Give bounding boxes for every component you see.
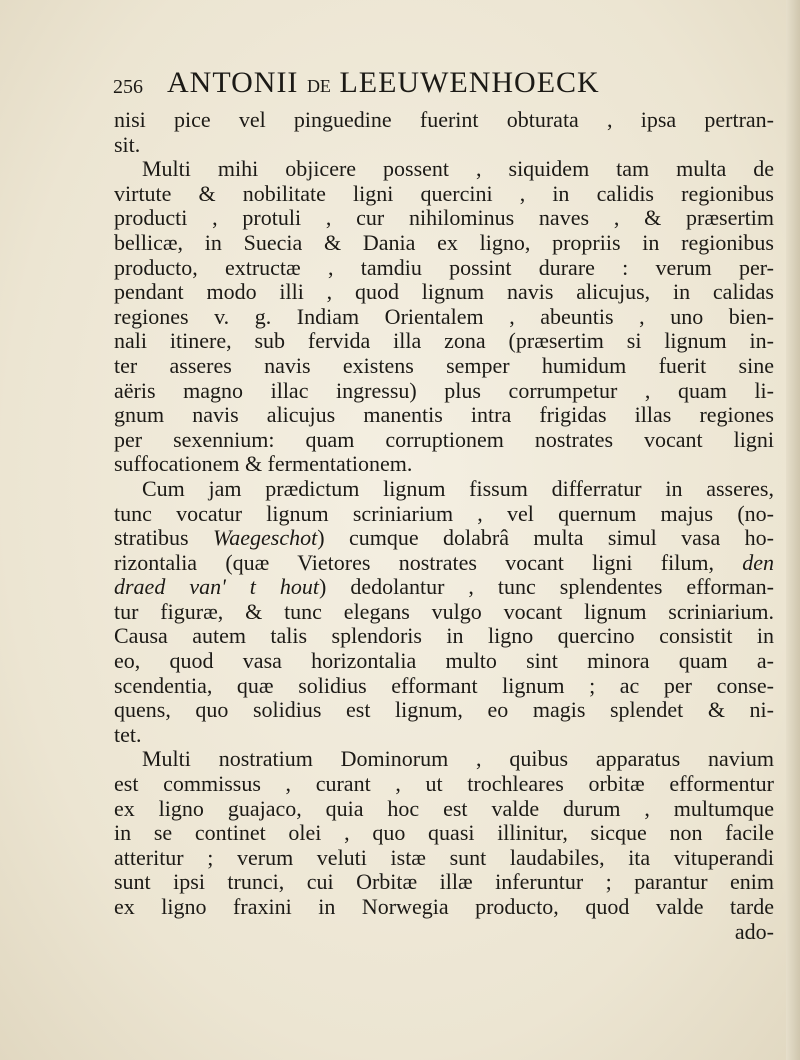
page-edge-shadow [786,0,800,1060]
text-line: quens, quo solidius est lignum, eo magis splendet & ni- [114,697,774,723]
text-line: ex ligno guajaco, quia hoc est valde durum , multumque [114,795,774,821]
text-line: sunt ipsi trunci, cui Orbitæ illæ inferuntur ; parantur enim [114,869,774,895]
text-line: aëris magno illac ingressu) plus corrumpetur , quam li- [114,377,774,403]
text-line: virtute & nobilitate ligni quercini , in calidis regionibus [114,180,774,206]
text-line: in se continet olei , quo quasi illinitur, sicque non facile [114,820,774,846]
text-line: Multi nostratium Dominorum , quibus apparatus navium [142,746,774,772]
text-line: ter asseres navis existens semper humidum fuerit sine [114,352,774,378]
text-line: sit. [114,131,141,157]
text-line: gnum navis alicujus manentis intra frigidas illas regiones [114,402,774,428]
text-line: nali itinere, sub fervida illa zona (præsertim si lignum in- [114,328,774,354]
name-particle: DE [306,76,331,96]
text-line: atteritur ; verum veluti istæ sunt laudabiles, ita vituperandi [114,844,774,870]
text-line: bellicæ, in Suecia & Dania ex ligno, propriis in regionibus [114,229,774,255]
running-header [113,66,763,106]
text-line: tet. [114,721,142,747]
catchword: ado- [734,918,774,944]
text-line: pendant modo illi , quod lignum navis alicujus, in calidas [114,279,774,305]
author-first-name: ANTONII [167,66,299,99]
text-line: per sexennium: quam corruptionem nostrates vocant ligni [114,426,774,452]
page-number: 256 [113,76,143,98]
text-line [114,551,774,576]
text-line [114,526,774,551]
text-line: producto, extructæ , tamdiu possint durare : verum per- [114,254,774,280]
dutch-term: draed van' t hout [114,574,320,600]
text-line: suffocationem & fermentationem. [114,451,413,477]
dutch-term: den [742,549,774,575]
author-surname: LEEUWENHOECK [339,66,600,99]
text-run: stratibus [114,525,213,551]
text-line: Cum jam prædictum lignum fissum differratur in asseres, [142,475,774,501]
text-line: est commissus , curant , ut trochleares orbitæ efformentur [114,771,774,797]
text-line: Multi mihi objicere possent , siquidem tam multa de [142,156,774,182]
text-line: Causa autem talis splendoris in ligno quercino consistit in [114,623,774,649]
text-run: rizontalia (quæ Vietores nostrates vocant ligni filum, [114,549,743,575]
text-line: regiones v. g. Indiam Orientalem , abeuntis , uno bien- [114,303,774,329]
text-run: ) cumque dolabrâ multa simul vasa ho- [317,525,774,551]
text-line: tunc vocatur lignum scriniarium , vel quernum majus (no- [114,500,774,526]
text-line [114,575,774,600]
text-line: ex ligno fraxini in Norwegia producto, quod valde tarde [114,894,774,919]
text-line: tur figuræ, & tunc elegans vulgo vocant lignum scriniarium. [114,598,774,624]
text-line: scendentia, quæ solidius efformant lignum ; ac per conse- [114,672,774,698]
dutch-term: Waegeschot [212,525,318,551]
running-head-title [167,66,600,100]
text-line: eo, quod vasa horizontalia multo sint minora quam a- [114,648,774,674]
text-run: ) dedolantur , tunc splendentes efforman- [319,574,774,600]
text-line: nisi pice vel pinguedine fuerint obturata , ipsa pertran- [114,107,774,132]
body-text [114,108,774,944]
text-line: producti , protuli , cur nihilominus naves , & præsertim [114,205,774,231]
